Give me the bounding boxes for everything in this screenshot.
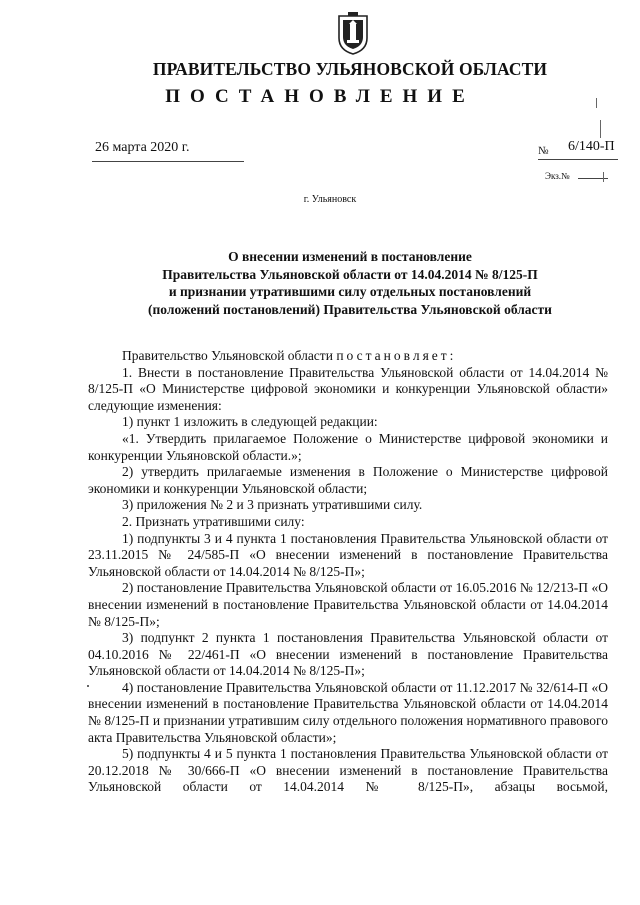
scan-mark [600, 120, 601, 138]
intro-paragraph [88, 348, 608, 365]
document-date: 26 марта 2020 г. [95, 140, 190, 155]
date-underline [92, 161, 244, 162]
subject-line: и признании утратившими силу отдельных постановлений [168, 284, 532, 300]
document-number: 6/140-П [568, 139, 615, 154]
subparagraph-1-1: 1) пункт 1 изложить в следующей редакции: [122, 414, 378, 430]
government-name: ПРАВИТЕЛЬСТВО УЛЬЯНОВСКОЙ ОБЛАСТИ [152, 59, 548, 79]
subparagraph-2-5: 5) подпункты 4 и 5 пункта 1 постановления Правительства Ульяновской области от 20.12.2018 № 30/666-П «О внесении изменений в постановление Правительства Ульяновской области от 14.04.2014 № 8/125-П», абзацы восьмой, [88, 746, 608, 795]
subparagraph-1-3: 3) приложения № 2 и 3 признать утратившими силу. [122, 497, 423, 513]
copy-number-label: Экз.№ [545, 171, 570, 181]
paragraph-1: 1. Внести в постановление Правительства Ульяновской области от 14.04.2014 № 8/125-П «О Министерстве цифровой экономики и конкуренции Ульяновской области» следующие изменения: [88, 364, 608, 413]
number-sign: № [538, 145, 549, 157]
intro-resolves: постановляет: [336, 348, 457, 363]
document-subject [100, 248, 600, 318]
scan-mark [596, 98, 597, 108]
subparagraph-2-3: 3) подпункт 2 пункта 1 постановления Правительства Ульяновской области от 04.10.2016 № 22/461-П «О внесении изменений в постановление Правительства Ульяновской области от 14.04.2014 № 8/125-П»; [88, 630, 608, 679]
subject-line: О внесении изменений в постановление [228, 249, 472, 264]
subparagraph-2-4: 4) постановление Правительства Ульяновской области от 11.12.2017 № 32/614-П «О внесении изменений в постановление Правительства Ульяновской области от 14.04.2014 № 8/125-П и признании утратившим силу отдельного положения нормативного правового акта Правительства Ульяновской области»; [88, 679, 608, 745]
subparagraph-2-2: 2) постановление Правительства Ульяновской области от 16.05.2016 № 12/213-П «О внесении изменений в постановление Правительства Ульяновской области от 14.04.2014 № 8/125-П»; [88, 580, 608, 629]
city: г. Ульяновск [303, 194, 357, 205]
subparagraph-1-2: 2) утвердить прилагаемые изменения в Положение о Министерстве цифровой экономики и конкуренции Ульяновской области; [88, 464, 608, 496]
subparagraph-2-1: 1) подпункты 3 и 4 пункта 1 постановления Правительства Ульяновской области от 23.11.2015 № 24/585-П «О внесении изменений в постановление Правительства Ульяновской области от 14.04.2014 № 8/125-П»; [88, 530, 608, 579]
subject-line: (положений постановлений) Правительства Ульяновской области [148, 301, 552, 317]
subject-line: Правительства Ульяновской области от 14.04.2014 № 8/125-П [162, 266, 538, 282]
paragraph-2: 2. Признать утратившими силу: [122, 513, 305, 529]
coat-of-arms-icon [336, 12, 370, 56]
number-underline [538, 159, 618, 160]
quoted-wording: «1. Утвердить прилагаемое Положение о Министерстве цифровой экономики и конкуренции Ульяновской области.»; [88, 430, 608, 463]
scan-mark [603, 172, 604, 182]
intro-text: Правительство Ульяновской области [122, 348, 337, 363]
document-type: ПОСТАНОВЛЕНИЕ [165, 86, 475, 107]
document-body [88, 348, 608, 796]
